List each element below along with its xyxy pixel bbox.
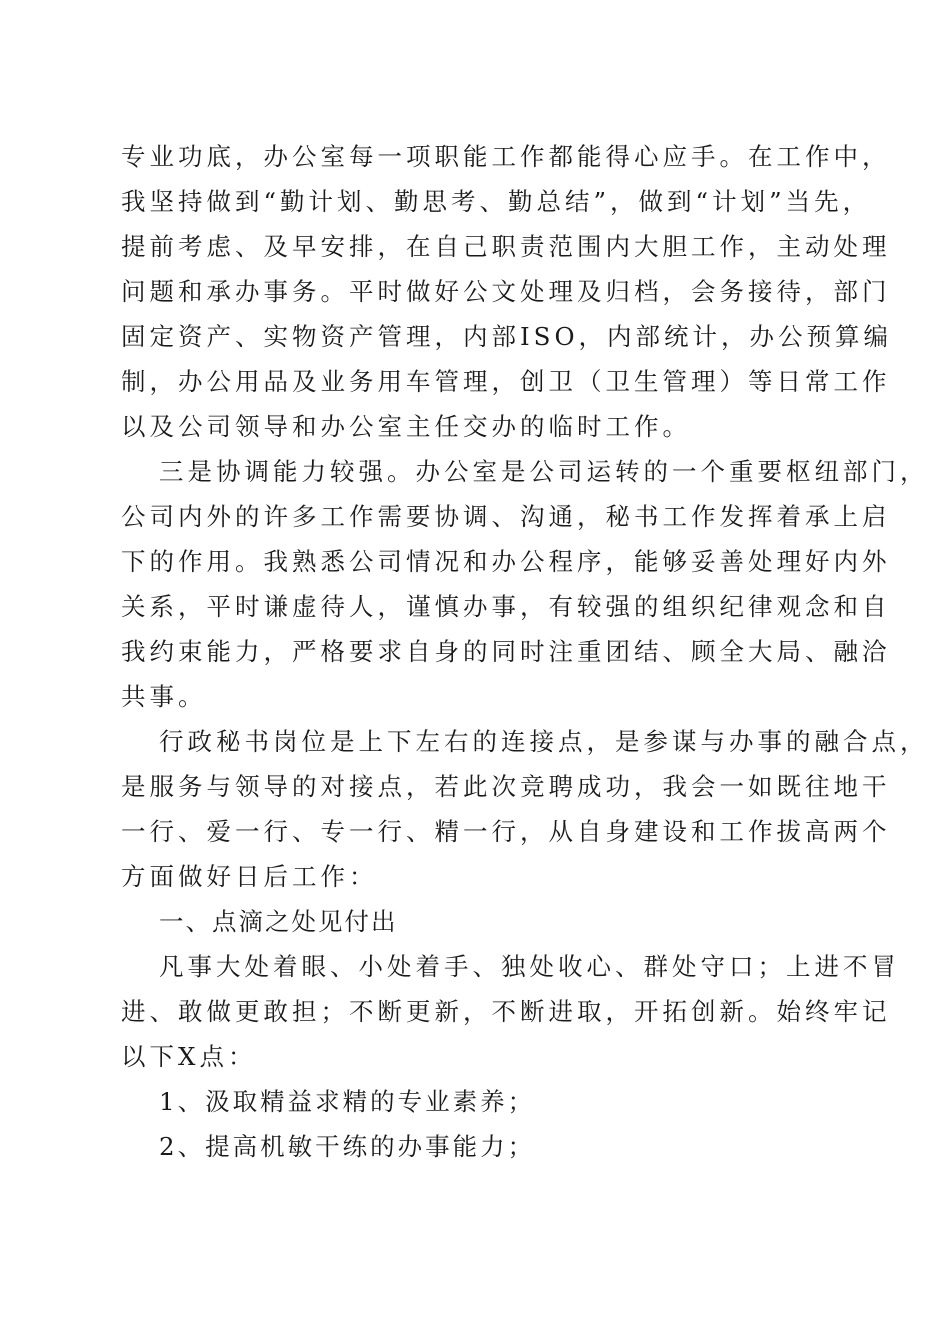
paragraph-line: 制，办公用品及业务用车管理，创卫（卫生管理）等日常工作 [121,367,891,396]
paragraph-line: 方面做好日后工作： [121,862,378,891]
paragraph-first-line: 行政秘书岗位是上下左右的连接点，是参谋与办事的融合点， [159,727,929,756]
paragraph-line: 问题和承办事务。平时做好公文处理及归档，会务接待，部门 [121,277,891,306]
paragraph-line: 进、敢做更敢担；不断更新，不断进取，开拓创新。始终牢记 [121,997,891,1026]
paragraph-line: 公司内外的许多工作需要协调、沟通，秘书工作发挥着承上启 [121,502,891,531]
paragraph-line: 一行、爱一行、专一行、精一行，从自身建设和工作拔高两个 [121,817,891,846]
paragraph-line: 我坚持做到“勤计划、勤思考、勤总结”，做到“计划”当先， [121,187,872,216]
paragraph-line: 是服务与领导的对接点，若此次竞聘成功，我会一如既往地干 [121,772,891,801]
paragraph-line: 以下X点： [121,1042,257,1071]
paragraph-line: 我约束能力，严格要求自身的同时注重团结、顾全大局、融洽 [121,637,891,666]
paragraph-line: 下的作用。我熟悉公司情况和办公程序，能够妥善处理好内外 [121,547,891,576]
paragraph-first-line: 三是协调能力较强。办公室是公司运转的一个重要枢纽部门， [159,457,929,486]
paragraph-first-line: 凡事大处着眼、小处着手、独处收心、群处守口；上进不冒 [159,952,900,981]
paragraph-line: 专业功底，办公室每一项职能工作都能得心应手。在工作中， [121,142,891,171]
paragraph-line: 关系，平时谦虚待人，谨慎办事，有较强的组织纪律观念和自 [121,592,891,621]
paragraph-line: 以及公司领导和办公室主任交办的临时工作。 [121,412,691,441]
paragraph-line: 共事。 [121,682,207,711]
section-heading: 一、点滴之处见付出 [159,907,398,936]
paragraph-line: 提前考虑、及早安排，在自己职责范围内大胆工作，主动处理 [121,232,891,261]
list-item: 2、提高机敏干练的办事能力； [159,1132,536,1161]
paragraph-line: 固定资产、实物资产管理，内部ISO，内部统计，办公预算编 [121,322,893,351]
list-item: 1、汲取精益求精的专业素养； [159,1087,536,1116]
